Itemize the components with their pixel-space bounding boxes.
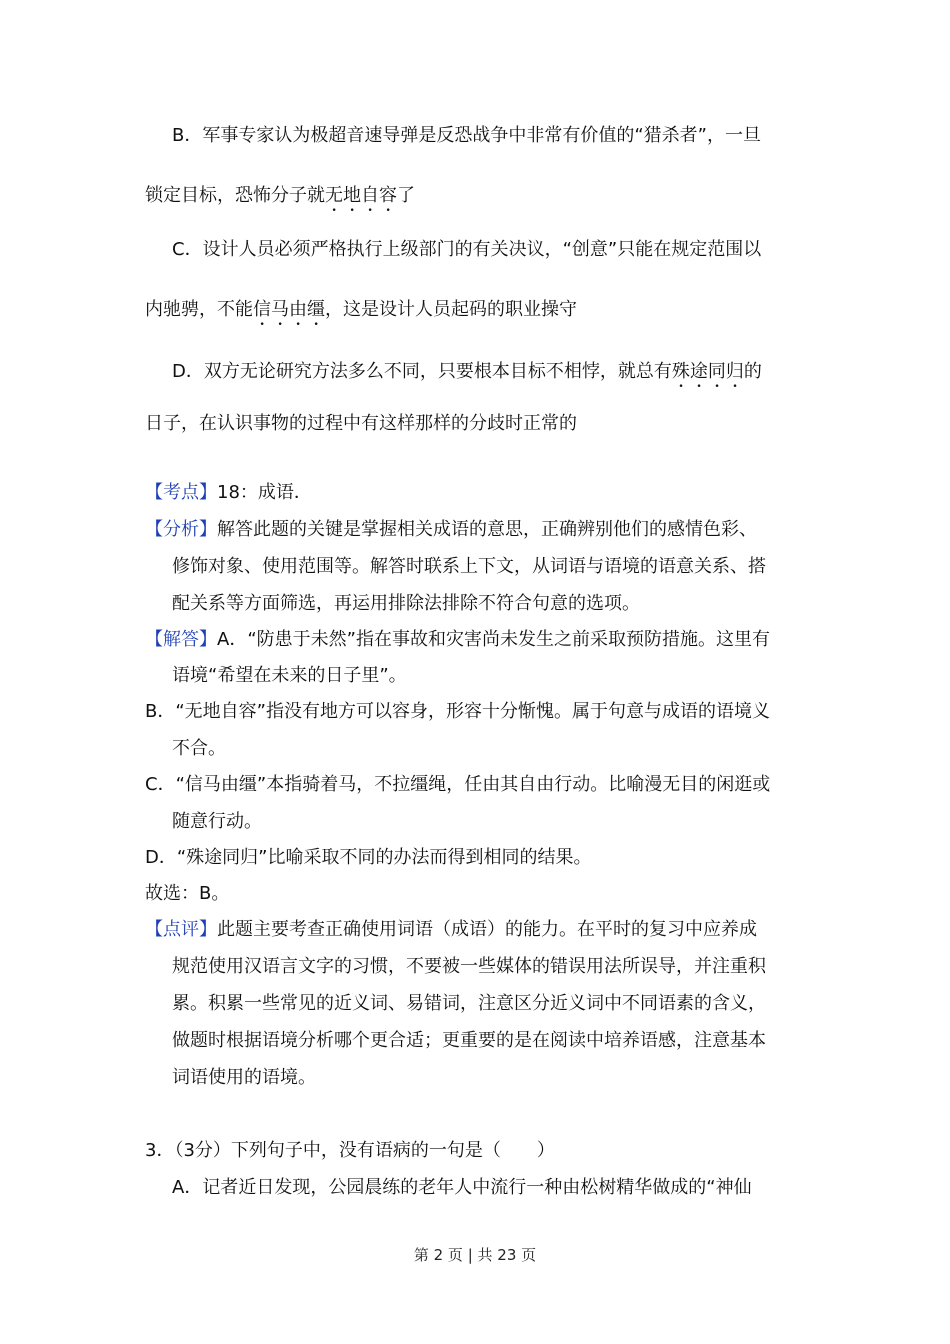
option-c-line-2: 内驰骋，不能信马由缰，这是设计人员起码的职业操守 (145, 299, 577, 320)
dianping-tag: 【点评】 (145, 919, 217, 940)
fenxi-tag: 【分析】 (145, 519, 217, 540)
jieda-line-2: 语境“希望在未来的日子里”。 (172, 665, 407, 686)
dianping-line-4: 做题时根据语境分析哪个更合适；更重要的是在阅读中培养语感，注意基本 (172, 1030, 766, 1051)
option-d-line-1: D．双方无论研究方法多么不同，只要根本目标不相悖，就总有殊途同归的 (172, 361, 762, 382)
fenxi-line-1: 【分析】解答此题的关键是掌握相关成语的意思，正确辨别他们的感情色彩、 (145, 519, 757, 540)
question-3-option-a: A．记者近日发现，公园晨练的老年人中流行一种由松树精华做成的“神仙 (172, 1177, 752, 1198)
answer-line: 故选：B。 (145, 883, 230, 904)
jieda-line-3: B．“无地自容”指没有地方可以容身，形容十分惭愧。属于句意与成语的语境义 (145, 701, 770, 722)
emphasized-idiom: 无地自容 (325, 185, 397, 206)
jieda-line-5: C．“信马由缰”本指骑着马，不拉缰绳，任由其自由行动。比喻漫无目的闲逛或 (145, 774, 771, 795)
jieda-line-1: 【解答】A．“防患于未然”指在事故和灾害尚未发生之前采取预防措施。这里有 (145, 629, 770, 650)
dianping-line-3: 累。积累一些常见的近义词、易错词，注意区分近义词中不同语素的含义， (172, 993, 766, 1014)
kaodian-tag: 【考点】 (145, 482, 217, 503)
fenxi-line-3: 配关系等方面筛选，再运用排除法排除不符合句意的选项。 (172, 593, 640, 614)
fenxi-line-2: 修饰对象、使用范围等。解答时联系上下文，从词语与语境的语意关系、搭 (172, 556, 766, 577)
dianping-line-2: 规范使用汉语言文字的习惯，不要被一些媒体的错误用法所误导，并注重积 (172, 956, 766, 977)
dianping-line-1: 【点评】此题主要考查正确使用词语（成语）的能力。在平时的复习中应养成 (145, 919, 757, 940)
jieda-tag: 【解答】 (145, 629, 217, 650)
page-footer: 第 2 页 | 共 23 页 (413, 1246, 537, 1264)
dianping-line-5: 词语使用的语境。 (172, 1067, 316, 1088)
emphasized-idiom: 信马由缰 (253, 299, 325, 320)
question-3-stem: 3．（3分）下列句子中，没有语病的一句是（ ） (145, 1140, 555, 1161)
option-c-line-1: C．设计人员必须严格执行上级部门的有关决议，“创意”只能在规定范围以 (172, 239, 762, 260)
jieda-line-7: D．“殊途同归”比喻采取不同的办法而得到相同的结果。 (145, 847, 592, 868)
jieda-line-4: 不合。 (172, 738, 226, 759)
option-d-line-2: 日子，在认识事物的过程中有这样那样的分歧时正常的 (145, 413, 577, 434)
option-b-line-2: 锁定目标，恐怖分子就无地自容了 (145, 185, 415, 206)
emphasized-idiom: 殊途同归 (671, 361, 744, 382)
jieda-line-6: 随意行动。 (172, 811, 262, 832)
option-b-line-1: B．军事专家认为极超音速导弹是反恐战争中非常有价值的“猎杀者”，一旦 (172, 125, 761, 146)
kaodian-line: 【考点】18：成语． (145, 482, 312, 503)
